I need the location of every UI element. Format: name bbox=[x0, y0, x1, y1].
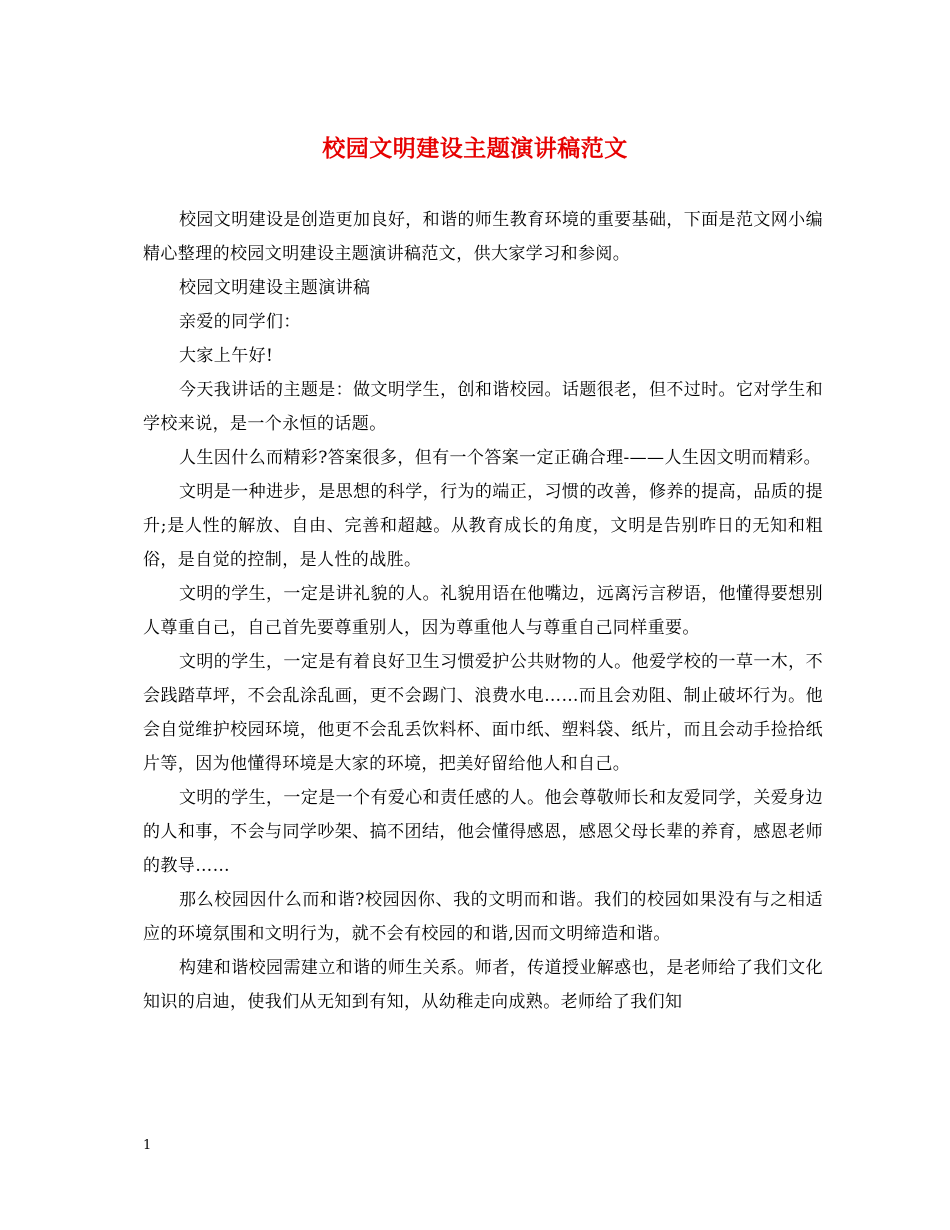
paragraph-civility-definition: 文明是一种进步，是思想的科学，行为的端正，习惯的改善，修养的提高，品质的提升;是人性的解放、自由、完善和超越。从教育成长的角度，文明是告别昨日的无知和粗俗，是自觉的控制，是人性的战胜。 bbox=[143, 482, 823, 570]
paragraph-hygiene: 文明的学生，一定是有着良好卫生习惯爱护公共财物的人。他爱学校的一草一木，不会践踏草坪，不会乱涂乱画，更不会踢门、浪费水电……而且会劝阻、制止破坏行为。他会自觉维护校园环境，他更不会乱丢饮料杯、面巾纸、塑料袋、纸片，而且会动手捡拾纸片等，因为他懂得环境是大家的环境，把美好留给他人和自己。 bbox=[143, 652, 823, 774]
paragraph-responsibility: 文明的学生，一定是一个有爱心和责任感的人。他会尊敬师长和友爱同学，关爱身边的人和事，不会与同学吵架、搞不团结，他会懂得感恩，感恩父母长辈的养育，感恩老师的教导…… bbox=[143, 788, 823, 876]
document-title: 校园文明建设主题演讲稿范文 bbox=[322, 135, 628, 162]
paragraph-harmony: 那么校园因什么而和谐?校园因你、我的文明而和谐。我们的校园如果没有与之相适应的环境氛围和文明行为，就不会有校园的和谐,因而文明缔造和谐。 bbox=[143, 890, 823, 944]
paragraph-politeness: 文明的学生，一定是讲礼貌的人。礼貌用语在他嘴边，远离污言秽语，他懂得要想别人尊重自己，自己首先要尊重别人，因为尊重他人与尊重自己同样重要。 bbox=[143, 584, 823, 638]
paragraph-subtitle: 校园文明建设主题演讲稿 bbox=[179, 278, 371, 298]
paragraph-teacher-relations: 构建和谐校园需建立和谐的师生关系。师者，传道授业解惑也，是老师给了我们文化知识的启迪，使我们从无知到有知，从幼稚走向成熟。老师给了我们知 bbox=[143, 958, 823, 1012]
page-number: 1 bbox=[143, 1138, 152, 1153]
paragraph-salutation: 亲爱的同学们： bbox=[179, 312, 301, 332]
paragraph-intro: 校园文明建设是创造更加良好，和谐的师生教育环境的重要基础，下面是范文网小编精心整理的校园文明建设主题演讲稿范文，供大家学习和参阅。 bbox=[143, 210, 823, 264]
paragraph-topic: 今天我讲话的主题是：做文明学生，创和谐校园。话题很老，但不过时。它对学生和学校来说，是一个永恒的话题。 bbox=[143, 380, 823, 434]
document-body bbox=[143, 203, 823, 1019]
paragraph-life: 人生因什么而精彩?答案很多，但有一个答案一定正确合理-——人生因文明而精彩。 bbox=[179, 448, 822, 468]
paragraph-greeting: 大家上午好! bbox=[179, 346, 274, 366]
